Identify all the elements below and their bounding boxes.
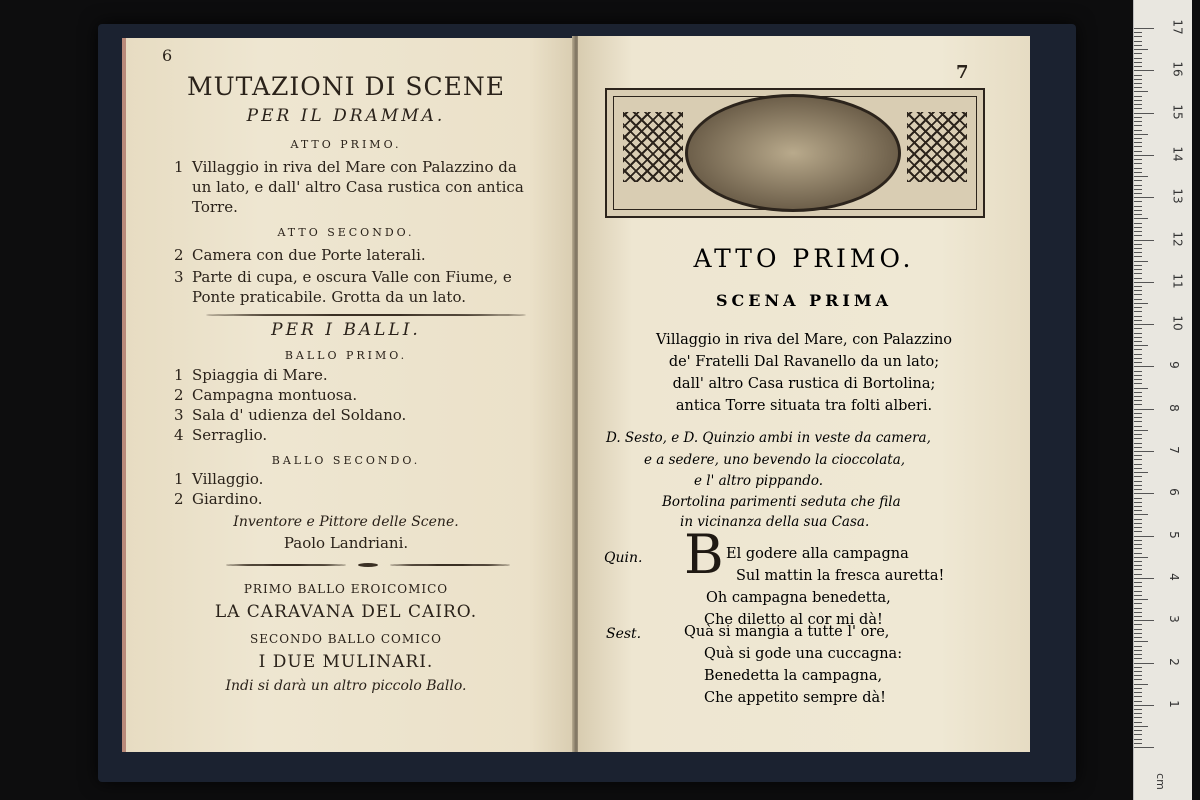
primo-ballo-label: PRIMO BALLO EROICOMICO (243, 582, 449, 596)
ruler-tick (1134, 663, 1154, 664)
secondo-ballo-title: I DUE MULINARI. (258, 652, 434, 672)
ruler-tick (1134, 434, 1142, 435)
left-page (122, 38, 574, 752)
ruler-tick (1134, 117, 1142, 118)
ruler-tick (1134, 722, 1142, 723)
ruler-number: 4 (1166, 573, 1181, 581)
ruler-tick (1134, 451, 1154, 452)
ruler-tick (1134, 476, 1142, 477)
ruler-tick (1134, 108, 1142, 109)
ruler-tick (1134, 223, 1142, 224)
stage-direction-line: e a sedere, uno bevendo la cioccolata, (644, 452, 906, 468)
act2-item-line: Camera con due Porte laterali. (192, 246, 426, 264)
ruler-tick (1134, 519, 1142, 520)
ruler-tick (1134, 227, 1142, 228)
verse-line: Che appetito sempre dà! (704, 690, 886, 706)
ballo2-item-text: Villaggio. (192, 470, 264, 488)
ruler-tick (1134, 747, 1154, 748)
ruler-tick (1134, 540, 1142, 541)
ruler-tick (1134, 282, 1154, 283)
ruler-tick (1134, 294, 1142, 295)
ruler-tick (1134, 629, 1142, 630)
ruler-tick (1134, 404, 1142, 405)
act2-item-line: Ponte praticabile. Grotta da un lato. (192, 288, 466, 306)
ruler-tick (1134, 366, 1154, 367)
closing-note: Indi si darà un altro piccolo Ballo. (225, 678, 467, 694)
ruler-tick (1134, 667, 1142, 668)
ruler-tick (1134, 565, 1142, 566)
ruler-tick (1134, 688, 1142, 689)
ruler-tick (1134, 514, 1148, 515)
ruler-tick (1134, 612, 1142, 613)
ruler-tick (1134, 231, 1142, 232)
ruler-tick (1134, 349, 1142, 350)
ruler-number: 3 (1166, 615, 1181, 624)
ruler-tick (1134, 624, 1142, 625)
ruler-tick (1134, 426, 1142, 427)
ruler-number: 11 (1170, 273, 1185, 289)
ruler-tick (1134, 557, 1148, 558)
ornamental-rule (206, 314, 526, 316)
ruler-number: 14 (1170, 146, 1185, 162)
ruler-tick (1134, 392, 1142, 393)
ruler-number: 5 (1166, 530, 1181, 539)
ruler-tick (1134, 531, 1142, 532)
ruler-tick (1134, 273, 1142, 274)
setting-line: antica Torre situata tra folti alberi. (675, 398, 933, 414)
ruler-tick (1134, 603, 1142, 604)
ruler-tick (1134, 421, 1142, 422)
ballo2-item-text: Giardino. (192, 490, 263, 508)
ruler-tick (1134, 49, 1148, 50)
ruler-number: 17 (1170, 19, 1185, 35)
ruler-tick (1134, 75, 1142, 76)
ruler-tick (1134, 713, 1142, 714)
verse-line: Quà si mangia a tutte l' ore, (684, 624, 890, 640)
ruler-tick (1134, 536, 1154, 537)
ruler-tick (1134, 692, 1142, 693)
ruler-tick (1134, 125, 1142, 126)
ruler-tick (1134, 87, 1142, 88)
ruler-tick (1134, 121, 1142, 122)
ruler-tick (1134, 417, 1142, 418)
act1-item-line: Torre. (192, 198, 238, 216)
ruler-tick (1134, 498, 1142, 499)
ruler-tick (1134, 739, 1142, 740)
ruler-tick (1134, 705, 1154, 706)
act1-item-line: un lato, e dall' altro Casa rustica con antica (192, 178, 524, 196)
act2-item-line: Parte di cupa, e oscura Valle con Fiume, e (192, 268, 512, 286)
speaker-label: Quin. (604, 550, 643, 566)
ruler-tick (1134, 561, 1142, 562)
ruler-tick (1134, 726, 1148, 727)
ruler-tick (1134, 32, 1142, 33)
ruler-number: 10 (1170, 315, 1185, 331)
ruler-tick (1134, 608, 1142, 609)
ruler-tick (1134, 252, 1142, 253)
stage-direction-line: D. Sesto, e D. Quinzio ambi in veste da camera, (606, 430, 931, 446)
ruler-tick (1134, 481, 1142, 482)
ruler-tick (1134, 337, 1142, 338)
ruler-tick (1134, 96, 1142, 97)
ruler-tick (1134, 299, 1142, 300)
ruler-tick (1134, 104, 1142, 105)
ruler-tick (1134, 180, 1142, 181)
ruler-tick (1134, 459, 1142, 460)
setting-line: de' Fratelli Dal Ravanello da un lato; (668, 354, 940, 370)
ruler-tick (1134, 362, 1142, 363)
ruler-tick (1134, 265, 1142, 266)
right-page-number: 7 (956, 62, 969, 83)
ruler-tick (1134, 333, 1142, 334)
ruler-tick (1134, 214, 1142, 215)
ballo1-heading: BALLO PRIMO. (284, 349, 408, 362)
ruler-tick (1134, 193, 1142, 194)
ruler-tick (1134, 430, 1148, 431)
ruler-tick (1134, 172, 1142, 173)
ornamental-rule (226, 564, 346, 566)
ruler-number: 12 (1170, 230, 1185, 247)
ruler-tick (1134, 675, 1142, 676)
ruler-tick (1134, 240, 1154, 241)
ruler-tick (1134, 646, 1142, 647)
ruler-number: 1 (1166, 699, 1181, 708)
ruler-tick (1134, 641, 1148, 642)
ruler-tick (1134, 472, 1148, 473)
ruler-tick (1134, 671, 1142, 672)
ruler-tick (1134, 53, 1142, 54)
ruler-tick (1134, 189, 1142, 190)
ruler-tick (1134, 582, 1142, 583)
ruler-tick (1134, 290, 1142, 291)
ruler-tick (1134, 413, 1142, 414)
ruler-number: 13 (1170, 188, 1185, 204)
putti-vignette (685, 94, 901, 212)
ruler-tick (1134, 569, 1142, 570)
ruler-tick (1134, 493, 1154, 494)
ruler-tick (1134, 586, 1142, 587)
verse-line: Benedetta la campagna, (704, 668, 883, 684)
ruler-tick (1134, 130, 1142, 131)
ruler-tick (1134, 400, 1142, 401)
ballo1-item-text: Campagna montuosa. (192, 386, 358, 404)
ruler-tick (1134, 45, 1142, 46)
ruler-tick (1134, 464, 1142, 465)
ruler-tick (1134, 311, 1142, 312)
ruler-tick (1134, 620, 1154, 621)
ruler-tick (1134, 316, 1142, 317)
ruler-tick (1134, 485, 1142, 486)
verse-line: Quà si gode una cuccagna: (704, 646, 903, 662)
ruler-tick (1134, 709, 1142, 710)
ruler-tick (1134, 527, 1142, 528)
act2-heading: ATTO SECONDO. (277, 226, 415, 239)
ballo1-item-number: 1 (174, 366, 184, 384)
act-title: ATTO PRIMO. (693, 244, 915, 273)
ruler-tick (1134, 544, 1142, 545)
act1-item-number: 1 (174, 158, 184, 176)
ruler-tick (1134, 307, 1142, 308)
ballo1-item-text: Sala d' udienza del Soldano. (192, 406, 407, 424)
ruler-tick (1134, 468, 1142, 469)
ruler-tick (1134, 502, 1142, 503)
ruler-tick (1134, 743, 1142, 744)
setting-line: dall' altro Casa rustica di Bortolina; (672, 376, 936, 392)
scene-title: SCENA PRIMA (715, 291, 893, 310)
ruler-number: 9 (1166, 361, 1181, 370)
ruler-tick (1134, 28, 1154, 29)
ballo2-heading: BALLO SECONDO. (271, 454, 421, 467)
ruler-tick (1134, 218, 1148, 219)
ruler-tick (1134, 443, 1142, 444)
ruler-number: 15 (1170, 103, 1185, 120)
act2-item-number: 3 (174, 268, 184, 286)
ruler-tick (1134, 717, 1142, 718)
ruler-tick (1134, 633, 1142, 634)
ruler-tick (1134, 185, 1142, 186)
ruler-tick (1134, 358, 1142, 359)
ruler-tick (1134, 248, 1142, 249)
measurement-ruler (1133, 0, 1192, 800)
lattice-ornament-left (623, 112, 683, 182)
lattice-ornament-right (907, 112, 967, 182)
ruler-tick (1134, 328, 1142, 329)
ruler-tick (1134, 455, 1142, 456)
ruler-tick (1134, 379, 1142, 380)
ruler-tick (1134, 113, 1154, 114)
ruler-tick (1134, 595, 1142, 596)
ballo2-item-number: 1 (174, 470, 184, 488)
ornamental-rule (358, 563, 378, 567)
ruler-tick (1134, 574, 1142, 575)
ruler-tick (1134, 375, 1142, 376)
ruler-tick (1134, 616, 1142, 617)
ruler-tick (1134, 269, 1142, 270)
ruler-tick (1134, 66, 1142, 67)
ruler-number: 7 (1166, 446, 1181, 454)
ruler-unit-label: cm (1153, 773, 1167, 790)
ballo1-item-number: 4 (174, 426, 184, 444)
act1-heading: ATTO PRIMO. (290, 138, 402, 151)
ruler-tick (1134, 637, 1142, 638)
inventor-line: Inventore e Pittore delle Scene. (233, 514, 459, 530)
secondo-ballo-label: SECONDO BALLO COMICO (250, 632, 442, 646)
ruler-tick (1134, 599, 1148, 600)
ruler-tick (1134, 409, 1154, 410)
ruler-tick (1134, 201, 1142, 202)
ruler-tick (1134, 447, 1142, 448)
ruler-tick (1134, 553, 1142, 554)
ruler-tick (1134, 278, 1142, 279)
ruler-tick (1134, 197, 1154, 198)
inventor-name: Paolo Landriani. (283, 534, 409, 552)
ruler-tick (1134, 730, 1142, 731)
ruler-tick (1134, 36, 1142, 37)
ruler-tick (1134, 206, 1142, 207)
stage-direction-line: Bortolina parimenti seduta che fila (662, 494, 901, 510)
primo-ballo-title: LA CARAVANA DEL CAIRO. (214, 602, 478, 622)
drop-cap: B (684, 523, 724, 586)
ruler-number: 16 (1170, 61, 1185, 77)
ruler-tick (1134, 91, 1148, 92)
ruler-tick (1134, 176, 1148, 177)
ruler-tick (1134, 523, 1142, 524)
ornamental-rule (390, 564, 510, 566)
ruler-tick (1134, 354, 1142, 355)
ruler-tick (1134, 83, 1142, 84)
act2-item-number: 2 (174, 246, 184, 264)
ruler-tick (1134, 679, 1142, 680)
ruler-tick (1134, 100, 1142, 101)
balli-heading: PER I BALLI. (271, 320, 421, 340)
ruler-tick (1134, 658, 1142, 659)
ruler-tick (1134, 163, 1142, 164)
ruler-tick (1134, 286, 1142, 287)
ballo1-item-text: Serraglio. (192, 426, 268, 444)
ruler-tick (1134, 159, 1142, 160)
ruler-tick (1134, 41, 1142, 42)
ruler-tick (1134, 578, 1154, 579)
ruler-tick (1134, 701, 1142, 702)
speaker-label: Sest. (606, 626, 642, 642)
ruler-tick (1134, 591, 1142, 592)
ruler-tick (1134, 58, 1142, 59)
ruler-tick (1134, 168, 1142, 169)
ruler-tick (1134, 345, 1148, 346)
ruler-tick (1134, 510, 1142, 511)
verse-line: Oh campagna benedetta, (706, 590, 891, 606)
ruler-tick (1134, 388, 1148, 389)
ruler-tick (1134, 79, 1142, 80)
ruler-tick (1134, 62, 1142, 63)
woodcut-headpiece (605, 88, 985, 218)
setting-line: Villaggio in riva del Mare, con Palazzino (655, 332, 953, 348)
ruler-tick (1134, 142, 1142, 143)
ruler-tick (1134, 396, 1142, 397)
ballo1-item-number: 2 (174, 386, 184, 404)
drama-subtitle: PER IL DRAMMA. (246, 106, 446, 126)
ruler-tick (1134, 320, 1142, 321)
ruler-tick (1134, 138, 1142, 139)
act1-item-line: Villaggio in riva del Mare con Palazzino da (192, 158, 517, 176)
ruler-tick (1134, 684, 1148, 685)
ballo2-item-number: 2 (174, 490, 184, 508)
ruler-tick (1134, 654, 1142, 655)
ruler-tick (1134, 303, 1148, 304)
verse-line: Sul mattin la fresca auretta! (736, 568, 945, 584)
ruler-tick (1134, 210, 1142, 211)
stage-direction-line: e l' altro pippando. (694, 473, 824, 489)
ruler-tick (1134, 383, 1142, 384)
left-page-number: 6 (162, 46, 173, 65)
ruler-number: 6 (1166, 488, 1181, 497)
ruler-tick (1134, 151, 1142, 152)
ruler-tick (1134, 650, 1142, 651)
ruler-tick (1134, 324, 1154, 325)
ruler-tick (1134, 235, 1142, 236)
ballo1-item-number: 3 (174, 406, 184, 424)
ruler-number: 2 (1166, 657, 1181, 666)
page-title: MUTAZIONI DI SCENE (187, 72, 505, 101)
stage-direction-line: in vicinanza della sua Casa. (680, 514, 870, 530)
ruler-tick (1134, 244, 1142, 245)
ruler-tick (1134, 506, 1142, 507)
ruler-tick (1134, 134, 1148, 135)
ruler-tick (1134, 256, 1142, 257)
ruler-tick (1134, 548, 1142, 549)
ruler-number: 8 (1166, 403, 1181, 412)
verse-line: Che diletto al cor mi dà! (704, 612, 883, 628)
verse-line: El godere alla campagna (726, 546, 909, 562)
ruler-tick (1134, 341, 1142, 342)
ruler-tick (1134, 696, 1142, 697)
ballo1-item-text: Spiaggia di Mare. (192, 366, 328, 384)
ruler-tick (1134, 438, 1142, 439)
ruler-tick (1134, 146, 1142, 147)
ruler-tick (1134, 155, 1154, 156)
ruler-tick (1134, 371, 1142, 372)
ruler-tick (1134, 261, 1148, 262)
ruler-tick (1134, 489, 1142, 490)
ruler-tick (1134, 70, 1154, 71)
ruler-tick (1134, 734, 1142, 735)
